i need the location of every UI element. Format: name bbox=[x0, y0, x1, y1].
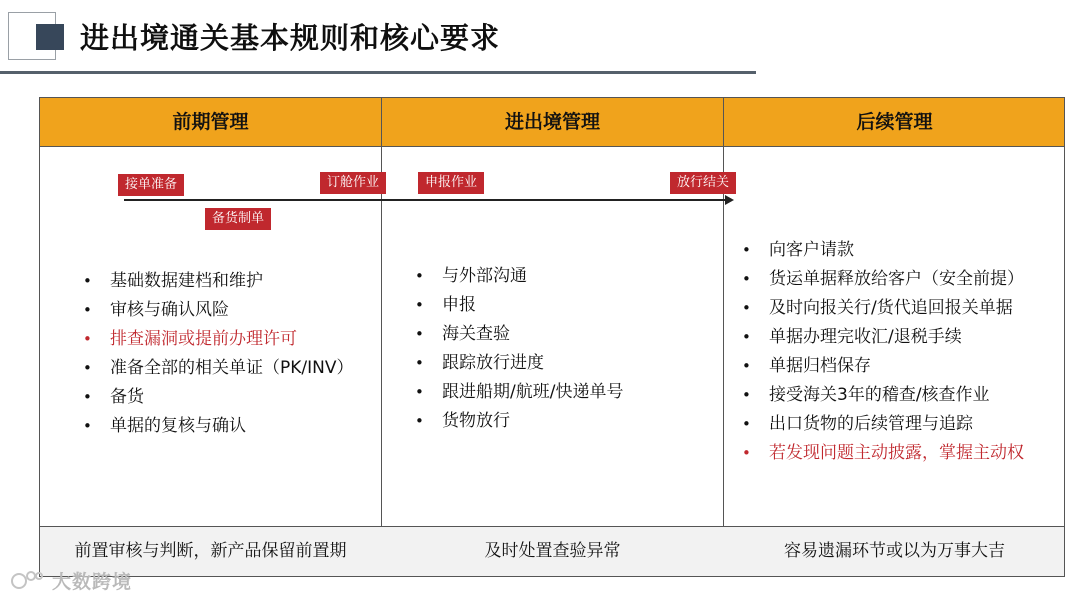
footer-mid: 及时处置查验异常 bbox=[484, 541, 621, 561]
flow-arrow-head bbox=[725, 195, 734, 205]
list-post bbox=[742, 236, 1024, 468]
list-item: • 跟踪放行进度 bbox=[415, 349, 623, 378]
watermark-text: 大数跨境 bbox=[52, 570, 133, 593]
table-header bbox=[40, 98, 1064, 147]
footer-pre: 前置审核与判断，新产品保留前置期 bbox=[74, 541, 347, 561]
list-item: • 备货 bbox=[83, 383, 354, 412]
list-item-highlight: • 若发现问题主动披露，掌握主动权 bbox=[742, 439, 1024, 468]
watermark-logo-icon bbox=[10, 569, 44, 591]
list-item: • 及时向报关行/货代追回报关单据 bbox=[742, 294, 1024, 323]
list-pre bbox=[83, 267, 354, 441]
list-item: • 向客户请款 bbox=[742, 236, 1024, 265]
list-item: • 单据办理完收汇/退税手续 bbox=[742, 323, 1024, 352]
list-item: • 海关查验 bbox=[415, 320, 623, 349]
list-item: • 接受海关3年的稽查/核查作业 bbox=[742, 381, 1024, 410]
header-mid: 进出境管理 bbox=[504, 111, 600, 133]
list-item-highlight: • 排查漏洞或提前办理许可 bbox=[83, 325, 354, 354]
list-item: • 跟进船期/航班/快递单号 bbox=[415, 378, 623, 407]
logo-square bbox=[36, 24, 64, 50]
list-item: • 单据归档保存 bbox=[742, 352, 1024, 381]
header-post: 后续管理 bbox=[856, 111, 933, 133]
tag-stock-docs: 备货制单 bbox=[205, 208, 271, 230]
list-item: • 申报 bbox=[415, 291, 623, 320]
column-divider bbox=[381, 98, 382, 576]
column-divider bbox=[723, 98, 724, 576]
list-item: • 出口货物的后续管理与追踪 bbox=[742, 410, 1024, 439]
list-item: • 基础数据建档和维护 bbox=[83, 267, 354, 296]
page-title: 进出境通关基本规则和核心要求 bbox=[80, 21, 501, 55]
list-item: • 单据的复核与确认 bbox=[83, 412, 354, 441]
tag-release: 放行结关 bbox=[670, 172, 736, 194]
footer-post: 容易遗漏环节或以为万事大吉 bbox=[784, 541, 1005, 561]
flow-arrow-line bbox=[124, 199, 728, 201]
list-item: • 货运单据释放给客户（安全前提） bbox=[742, 265, 1024, 294]
tag-declaration: 申报作业 bbox=[418, 172, 484, 194]
title-underline bbox=[0, 71, 756, 74]
watermark bbox=[10, 566, 132, 594]
tag-order-prep: 接单准备 bbox=[118, 174, 184, 196]
table-footer bbox=[40, 526, 1064, 576]
list-item: • 与外部沟通 bbox=[415, 262, 623, 291]
list-mid bbox=[415, 262, 623, 436]
tag-booking: 订舱作业 bbox=[320, 172, 386, 194]
header-pre: 前期管理 bbox=[172, 111, 249, 133]
list-item: • 货物放行 bbox=[415, 407, 623, 436]
list-item: • 准备全部的相关单证（PK/INV） bbox=[83, 354, 354, 383]
list-item: • 审核与确认风险 bbox=[83, 296, 354, 325]
